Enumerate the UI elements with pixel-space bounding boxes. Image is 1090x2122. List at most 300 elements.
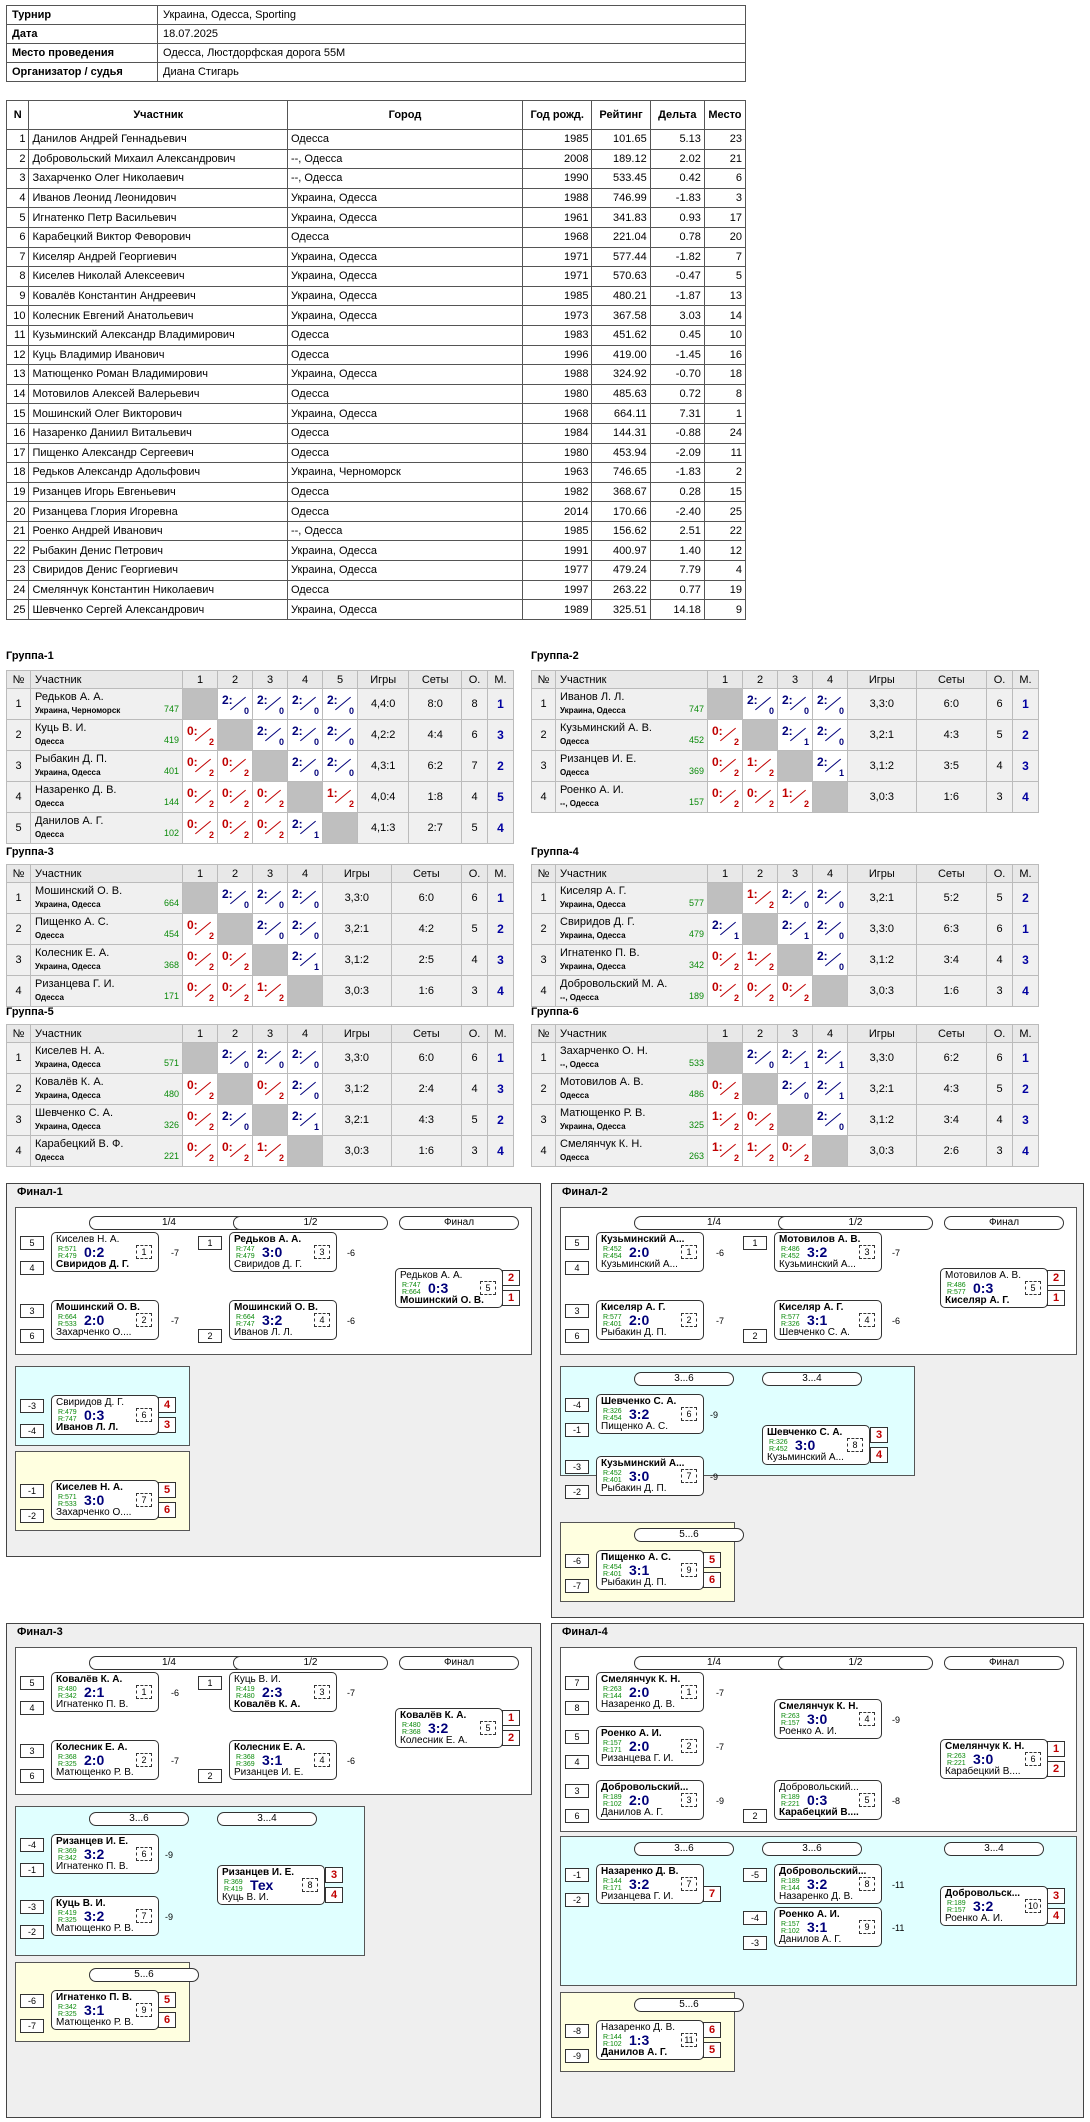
score-box xyxy=(219,690,251,716)
score-cell xyxy=(253,1074,288,1105)
player-delta: 2.02 xyxy=(650,149,704,169)
match-score: Тех xyxy=(250,1877,274,1893)
score-b: 2 xyxy=(733,736,739,747)
info-row xyxy=(7,6,746,25)
score-a: 0: xyxy=(222,1139,233,1154)
player-city: Украина, Черноморск xyxy=(287,463,522,483)
row-number: 1 xyxy=(7,883,31,914)
player-2-name: Матющенко Р. В. xyxy=(56,1767,134,1778)
player-1-rating: R:747 xyxy=(236,1246,255,1253)
match-score: 2:0 xyxy=(629,1684,650,1700)
score-b: 1 xyxy=(803,736,809,747)
player-city: Одесса xyxy=(287,423,522,443)
final-place: 2 xyxy=(502,1730,520,1746)
score-box xyxy=(744,783,776,809)
score-a: 0: xyxy=(712,785,723,800)
seed-label: -3 xyxy=(20,1900,44,1914)
games-cell: 3,1:2 xyxy=(323,945,392,976)
participant-cell xyxy=(556,1136,708,1167)
player-1-name: Куць В. И. xyxy=(56,1898,106,1909)
score-cell xyxy=(323,720,358,751)
group-row xyxy=(7,782,514,813)
score-box xyxy=(709,977,741,1003)
participant-cell xyxy=(556,751,708,782)
player-delta: 0.93 xyxy=(650,208,704,228)
points-cell: 5 xyxy=(462,914,488,945)
score-a: 2: xyxy=(257,886,268,901)
col-games: Игры xyxy=(848,865,917,883)
player-row xyxy=(7,188,746,208)
player-1-name: Кузьминский А... xyxy=(601,1458,685,1469)
player-rating: 746.65 xyxy=(592,463,650,483)
player-2-name: Иванов Л. Л. xyxy=(56,1422,119,1433)
player-year: 1997 xyxy=(523,580,592,600)
loser-ref: -7 xyxy=(716,1688,725,1698)
final-place: 3 xyxy=(158,1417,176,1433)
score-a: 2: xyxy=(292,1046,303,1061)
sets-cell: 4:3 xyxy=(916,720,986,751)
score-cell xyxy=(288,1043,323,1074)
player-place: 2 xyxy=(704,463,745,483)
player-1-rating: R:480 xyxy=(58,1686,77,1693)
player-2-name: Ковалёв К. А. xyxy=(234,1699,301,1710)
participant-city: Одесса xyxy=(35,931,64,940)
group-table xyxy=(6,670,514,844)
participant-rating: 419 xyxy=(163,735,179,745)
seed-label: 2 xyxy=(198,1329,222,1343)
player-1-rating: R:368 xyxy=(236,1754,255,1761)
score-box xyxy=(709,1075,741,1101)
player-2-rating: R:452 xyxy=(781,1253,800,1260)
score-b: 0 xyxy=(313,1059,319,1070)
self-cell xyxy=(708,883,743,914)
player-2-name: Захарченко О.... xyxy=(56,1507,132,1518)
score-cell xyxy=(778,883,813,914)
player-n: 20 xyxy=(7,502,29,522)
score-a: 0: xyxy=(782,1139,793,1154)
player-delta: -1.45 xyxy=(650,345,704,365)
self-cell xyxy=(288,1136,323,1167)
self-cell xyxy=(253,945,288,976)
match-number: 4 xyxy=(314,1753,330,1767)
round-header: 5...6 xyxy=(89,1968,199,1982)
place-cell: 2 xyxy=(1013,720,1039,751)
score-cell xyxy=(253,782,288,813)
participant-cell xyxy=(31,883,183,914)
player-1-rating: R:263 xyxy=(781,1713,800,1720)
player-2-name: Кузьминский А... xyxy=(601,1259,678,1270)
seed-label: -7 xyxy=(565,1579,589,1593)
col-participant: Участник xyxy=(556,1025,708,1043)
score-cell xyxy=(778,689,813,720)
score-box xyxy=(709,752,741,778)
player-2-name: Ризанцев И. Е. xyxy=(234,1767,304,1778)
participant-name: Киселев Н. А. xyxy=(35,1045,105,1057)
score-box xyxy=(184,946,216,972)
final-place: 6 xyxy=(703,2022,721,2038)
seed-label: 4 xyxy=(565,1261,589,1275)
place-cell: 4 xyxy=(488,1136,514,1167)
participant-city: --, Одесса xyxy=(560,993,599,1002)
round-header: 3...6 xyxy=(634,1842,734,1856)
score-a: 0: xyxy=(187,785,198,800)
seed-label: -9 xyxy=(565,2049,589,2063)
player-n: 13 xyxy=(7,365,29,385)
loser-ref: -6 xyxy=(892,1316,901,1326)
final-place: 2 xyxy=(502,1270,520,1286)
match-box xyxy=(395,1708,503,1748)
score-b: 2 xyxy=(733,767,739,778)
player-rating: 368.67 xyxy=(592,482,650,502)
score-a: 2: xyxy=(257,1046,268,1061)
match-box xyxy=(774,1699,882,1739)
score-a: 1: xyxy=(782,785,793,800)
player-place: 9 xyxy=(704,600,745,620)
self-cell xyxy=(253,751,288,782)
games-cell: 4,2:2 xyxy=(358,720,409,751)
score-cell xyxy=(183,976,218,1007)
player-1-rating: R:747 xyxy=(402,1282,421,1289)
player-2-name: Киселяр А. Г. xyxy=(945,1295,1010,1306)
score-a: 2: xyxy=(292,917,303,932)
score-cell xyxy=(253,883,288,914)
player-2-rating: R:454 xyxy=(603,1253,622,1260)
col-games: Игры xyxy=(323,865,392,883)
player-row xyxy=(7,541,746,561)
player-rating: 485.63 xyxy=(592,384,650,404)
score-b: 0 xyxy=(838,899,844,910)
participant-name: Мошинский О. В. xyxy=(35,885,123,897)
score-a: 2: xyxy=(817,917,828,932)
loser-ref: -7 xyxy=(892,1248,901,1258)
score-cell xyxy=(778,976,813,1007)
score-a: 2: xyxy=(817,1046,828,1061)
match-box xyxy=(774,1864,882,1904)
col-o: О. xyxy=(987,1025,1013,1043)
match-score: 3:2 xyxy=(629,1406,650,1422)
match-score: 3:2 xyxy=(84,1908,105,1924)
match-score: 2:0 xyxy=(84,1312,105,1328)
player-rating: 263.22 xyxy=(592,580,650,600)
match-score: 2:0 xyxy=(629,1244,650,1260)
col-o: О. xyxy=(462,865,488,883)
player-2-rating: R:102 xyxy=(603,2041,622,2048)
player-n: 5 xyxy=(7,208,29,228)
score-b: 1 xyxy=(313,1121,319,1132)
player-name: Роенко Андрей Иванович xyxy=(29,521,288,541)
match-box xyxy=(774,1232,882,1272)
participant-name: Карабецкий В. Ф. xyxy=(35,1138,124,1150)
score-box xyxy=(184,1075,216,1101)
player-city: Одесса xyxy=(287,502,522,522)
participant-cell xyxy=(556,689,708,720)
match-box xyxy=(395,1268,503,1308)
score-cell xyxy=(323,751,358,782)
row-number: 3 xyxy=(7,945,31,976)
score-b: 2 xyxy=(768,1121,774,1132)
points-cell: 4 xyxy=(987,945,1013,976)
player-delta: -0.88 xyxy=(650,423,704,443)
sets-cell: 6:0 xyxy=(916,689,986,720)
participant-rating: 401 xyxy=(163,766,179,776)
player-name: Кузьминский Александр Владимирович xyxy=(29,325,288,345)
participant-rating: 171 xyxy=(163,991,179,1001)
player-year: 1985 xyxy=(523,130,592,150)
col-rating: Рейтинг xyxy=(592,101,650,130)
score-box xyxy=(254,1075,286,1101)
group-title: Группа-5 xyxy=(6,1006,54,1018)
col-opponent: 4 xyxy=(288,865,323,883)
points-cell: 7 xyxy=(462,751,488,782)
player-year: 1971 xyxy=(523,267,592,287)
col-m: М. xyxy=(488,1025,514,1043)
player-1-rating: R:326 xyxy=(769,1439,788,1446)
group-header-row xyxy=(7,865,514,883)
player-1-name: Редьков А. А. xyxy=(234,1234,302,1245)
player-1-name: Добровольский... xyxy=(601,1782,689,1793)
score-a: 2: xyxy=(817,948,828,963)
col-sets: Сеты xyxy=(409,671,462,689)
loser-ref: -7 xyxy=(171,1756,180,1766)
score-b: 1 xyxy=(838,767,844,778)
row-number: 1 xyxy=(532,689,556,720)
player-delta: -1.82 xyxy=(650,247,704,267)
games-cell: 3,3:0 xyxy=(848,1043,917,1074)
score-cell xyxy=(183,1074,218,1105)
points-cell: 3 xyxy=(462,976,488,1007)
player-year: 1988 xyxy=(523,365,592,385)
score-box xyxy=(779,690,811,716)
score-box xyxy=(254,783,286,809)
score-cell xyxy=(708,914,743,945)
player-city: Одесса xyxy=(287,345,522,365)
games-cell: 3,2:1 xyxy=(848,720,917,751)
participant-city: Украина, Одесса xyxy=(35,1122,101,1131)
seed-label: -1 xyxy=(565,1868,589,1882)
player-1-name: Киселяр А. Г. xyxy=(779,1302,844,1313)
player-1-name: Мошинский О. В. xyxy=(234,1302,318,1313)
player-year: 1996 xyxy=(523,345,592,365)
score-a: 0: xyxy=(712,1077,723,1092)
player-place: 20 xyxy=(704,227,745,247)
match-number: 2 xyxy=(681,1313,697,1327)
player-2-rating: R:664 xyxy=(402,1289,421,1296)
score-b: 2 xyxy=(208,930,214,941)
score-a: 0: xyxy=(187,979,198,994)
player-1-name: Колесник Е. А. xyxy=(234,1742,306,1753)
player-1-rating: R:454 xyxy=(603,1564,622,1571)
score-a: 2: xyxy=(782,917,793,932)
score-box xyxy=(709,783,741,809)
player-1-name: Ковалёв К. А. xyxy=(400,1710,467,1721)
seed-label: -4 xyxy=(20,1424,44,1438)
match-number: 1 xyxy=(136,1685,152,1699)
participant-cell xyxy=(556,914,708,945)
match-number: 7 xyxy=(136,1493,152,1507)
match-box xyxy=(596,2020,704,2060)
participant-city: Украина, Одесса xyxy=(35,768,101,777)
seed-label: -1 xyxy=(565,1423,589,1437)
loser-ref: -6 xyxy=(347,1756,356,1766)
place-cell: 5 xyxy=(488,782,514,813)
match-box xyxy=(596,1672,704,1712)
self-cell xyxy=(778,1105,813,1136)
score-cell xyxy=(743,782,778,813)
score-b: 0 xyxy=(348,705,354,716)
points-cell: 4 xyxy=(987,751,1013,782)
games-cell: 4,4:0 xyxy=(358,689,409,720)
row-number: 1 xyxy=(7,689,31,720)
score-b: 2 xyxy=(733,1090,739,1101)
match-number: 8 xyxy=(859,1877,875,1891)
points-cell: 4 xyxy=(462,1074,488,1105)
games-cell: 3,2:1 xyxy=(848,1074,917,1105)
col-no: № xyxy=(532,671,556,689)
col-sets: Сеты xyxy=(916,865,986,883)
score-b: 0 xyxy=(313,736,319,747)
player-rating: 479.24 xyxy=(592,561,650,581)
match-box xyxy=(51,1395,159,1435)
player-2-rating: R:157 xyxy=(947,1907,966,1914)
score-b: 1 xyxy=(803,930,809,941)
seed-label: 1 xyxy=(198,1676,222,1690)
score-b: 0 xyxy=(278,930,284,941)
score-cell xyxy=(708,1074,743,1105)
sets-cell: 2:6 xyxy=(916,1136,986,1167)
score-a: 0: xyxy=(257,816,268,831)
loser-ref: -7 xyxy=(716,1742,725,1752)
match-score: 3:2 xyxy=(428,1720,449,1736)
player-2-rating: R:454 xyxy=(603,1415,622,1422)
player-1-rating: R:144 xyxy=(603,2034,622,2041)
score-b: 2 xyxy=(208,1121,214,1132)
row-number: 3 xyxy=(7,751,31,782)
participant-city: --, Одесса xyxy=(560,1060,599,1069)
score-b: 0 xyxy=(838,930,844,941)
group-row xyxy=(7,751,514,782)
participant-city: Украина, Одесса xyxy=(35,962,101,971)
round-header: 3...6 xyxy=(89,1812,189,1826)
score-b: 0 xyxy=(243,1121,249,1132)
col-opponent: 4 xyxy=(813,1025,848,1043)
player-rating: 325.51 xyxy=(592,600,650,620)
player-1-rating: R:263 xyxy=(603,1686,622,1693)
player-city: Украина, Одесса xyxy=(287,365,522,385)
player-name: Карабецкий Виктор Феворович xyxy=(29,227,288,247)
score-box xyxy=(289,690,321,716)
sets-cell: 1:6 xyxy=(391,976,461,1007)
player-1-rating: R:157 xyxy=(781,1921,800,1928)
participant-cell xyxy=(556,782,708,813)
score-cell xyxy=(218,945,253,976)
score-a: 1: xyxy=(712,1108,723,1123)
player-1-rating: R:368 xyxy=(58,1754,77,1761)
player-place: 13 xyxy=(704,286,745,306)
final-place: 5 xyxy=(158,1992,176,2008)
seed-label: 5 xyxy=(20,1236,44,1250)
group-header-row xyxy=(7,671,514,689)
sets-cell: 4:2 xyxy=(391,914,461,945)
player-2-rating: R:144 xyxy=(781,1885,800,1892)
seed-label: 1 xyxy=(198,1236,222,1250)
participant-cell xyxy=(556,883,708,914)
player-2-rating: R:533 xyxy=(58,1501,77,1508)
score-box xyxy=(814,690,846,716)
score-box xyxy=(219,1137,251,1163)
player-year: 2008 xyxy=(523,149,592,169)
player-1-name: Кузьминский А... xyxy=(601,1234,685,1245)
player-delta: -2.40 xyxy=(650,502,704,522)
participant-rating: 157 xyxy=(688,797,704,807)
games-cell: 3,1:2 xyxy=(848,945,917,976)
score-box xyxy=(814,946,846,972)
place-cell: 1 xyxy=(488,883,514,914)
player-place: 19 xyxy=(704,580,745,600)
player-2-name: Роенко А. И. xyxy=(779,1726,837,1737)
col-opponent: 1 xyxy=(708,671,743,689)
score-b: 2 xyxy=(208,1152,214,1163)
score-b: 1 xyxy=(838,1090,844,1101)
games-cell: 3,2:1 xyxy=(848,883,917,914)
player-row xyxy=(7,345,746,365)
player-2-rating: R:325 xyxy=(58,2011,77,2018)
score-box xyxy=(219,884,251,910)
score-cell xyxy=(708,720,743,751)
score-cell xyxy=(183,1105,218,1136)
player-1-rating: R:452 xyxy=(603,1246,622,1253)
col-o: О. xyxy=(987,865,1013,883)
place-cell: 2 xyxy=(488,914,514,945)
match-box xyxy=(229,1672,337,1712)
col-opponent: 2 xyxy=(743,865,778,883)
player-n: 11 xyxy=(7,325,29,345)
final-title: Финал-4 xyxy=(562,1626,608,1638)
player-2-name: Матющенко Р. В. xyxy=(56,1923,134,1934)
match-score: 2:0 xyxy=(629,1792,650,1808)
player-rating: 221.04 xyxy=(592,227,650,247)
points-cell: 4 xyxy=(462,945,488,976)
place-cell: 1 xyxy=(488,689,514,720)
points-cell: 4 xyxy=(987,1105,1013,1136)
player-row xyxy=(7,482,746,502)
participant-cell xyxy=(31,1136,183,1167)
player-city: Одесса xyxy=(287,130,522,150)
score-b: 2 xyxy=(278,829,284,840)
round-header: Финал xyxy=(944,1656,1064,1670)
player-place: 5 xyxy=(704,267,745,287)
final-place: 6 xyxy=(158,2012,176,2028)
score-box xyxy=(289,814,321,840)
group-title: Группа-1 xyxy=(6,650,54,662)
player-name: Матющенко Роман Владимирович xyxy=(29,365,288,385)
seed-label: 3 xyxy=(20,1744,44,1758)
score-a: 0: xyxy=(187,917,198,932)
player-city: Украина, Одесса xyxy=(287,306,522,326)
player-delta: 0.28 xyxy=(650,482,704,502)
player-n: 8 xyxy=(7,267,29,287)
player-2-rating: R:747 xyxy=(58,1416,77,1423)
col-opponent: 2 xyxy=(743,1025,778,1043)
final-place: 1 xyxy=(502,1290,520,1306)
games-cell: 4,0:4 xyxy=(358,782,409,813)
info-value: Одесса, Люстдорфская дорога 55М xyxy=(158,44,746,63)
match-score: 3:1 xyxy=(84,2002,105,2018)
points-cell: 6 xyxy=(987,1043,1013,1074)
final-place: 6 xyxy=(703,1572,721,1588)
player-n: 9 xyxy=(7,286,29,306)
score-a: 2: xyxy=(292,886,303,901)
player-rating: 533.45 xyxy=(592,169,650,189)
